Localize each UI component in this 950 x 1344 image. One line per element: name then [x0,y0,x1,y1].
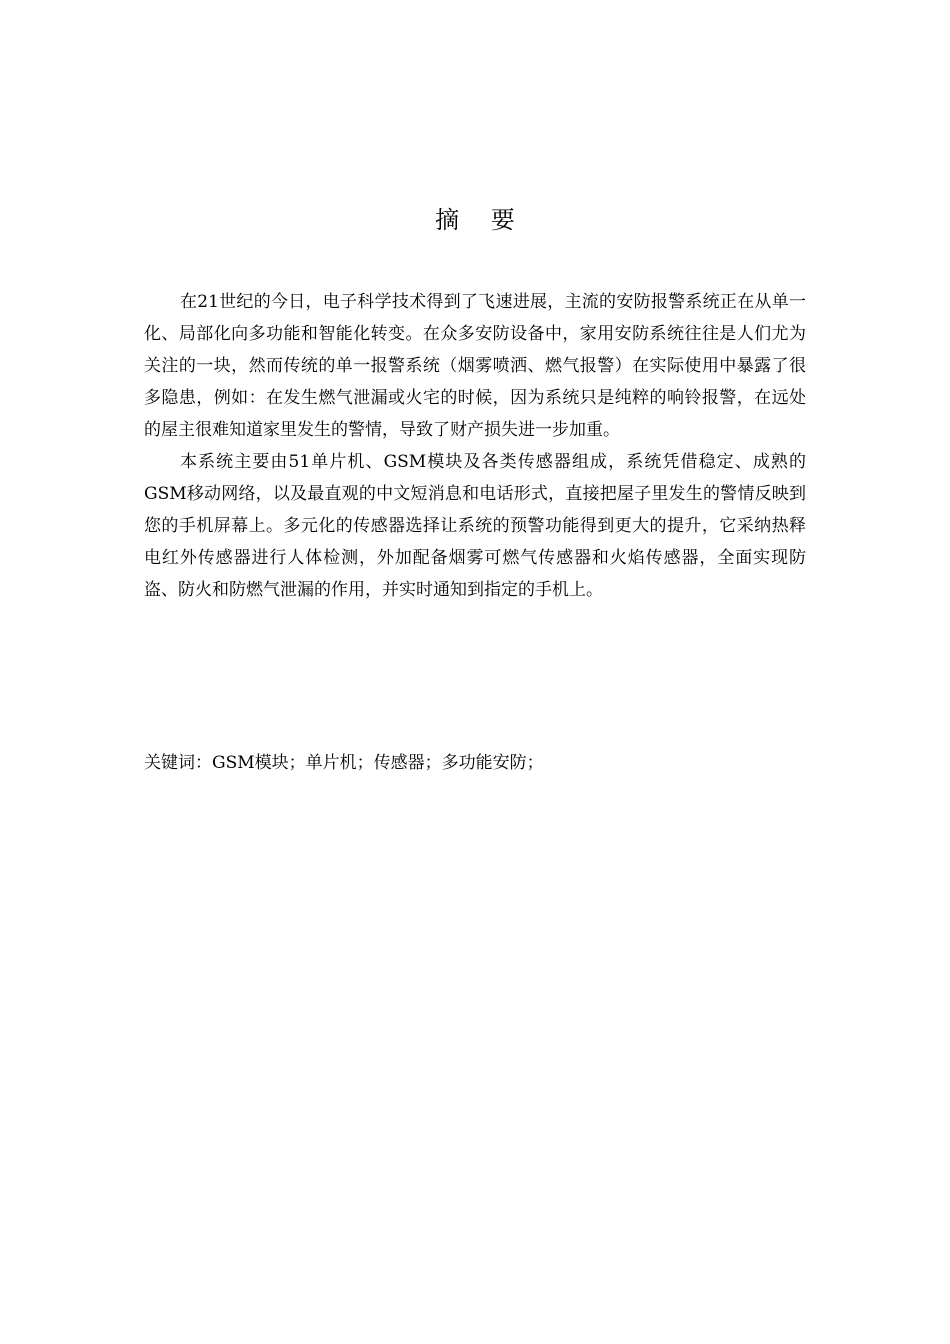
keywords-line [144,747,806,779]
keywords-label: 关键词： [144,753,212,773]
abstract-title: 摘 要 [435,206,527,234]
abstract-paragraph-2: 本系统主要由51单片机、GSM模块及各类传感器组成，系统凭借稳定、成熟的GSM移动网络，以及最直观的中文短消息和电话形式，直接把屋子里发生的警情反映到您的手机屏幕上。多元化的传感器选择让系统的预警功能得到更大的提升，它采纳热释电红外传感器进行人体检测，外加配备烟雾可燃气传感器和火焰传感器，全面实现防盗、防火和防燃气泄漏的作用，并实时通知到指定的手机上。 [144,452,806,600]
abstract-body [144,286,806,606]
abstract-paragraph-1: 在21世纪的今日，电子科学技术得到了飞速进展，主流的安防报警系统正在从单一化、局部化向多功能和智能化转变。在众多安防设备中，家用安防系统往往是人们尤为关注的一块，然而传统的单一报警系统（烟雾喷洒、燃气报警）在实际使用中暴露了很多隐患，例如：在发生燃气泄漏或火宅的时候，因为系统只是纯粹的响铃报警，在远处的屋主很难知道家里发生的警情，导致了财产损失进一步加重。 [144,292,806,440]
keywords-text: GSM模块；单片机；传感器；多功能安防； [212,753,544,773]
